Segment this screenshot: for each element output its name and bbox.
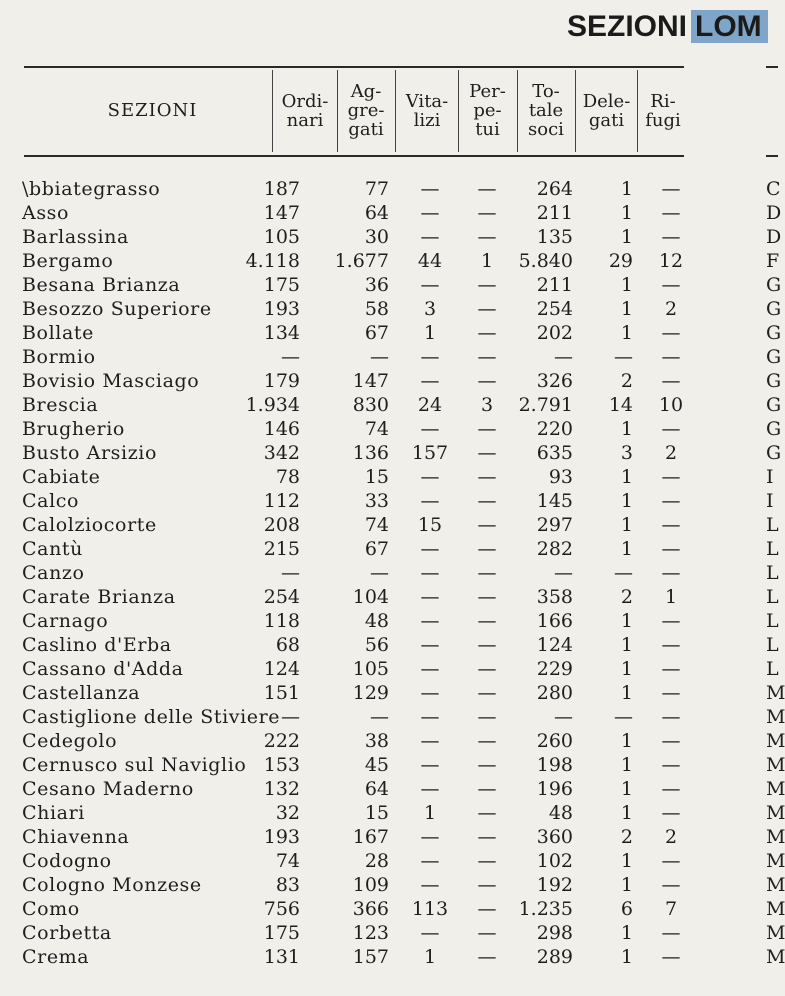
table-row: Cernusco sul Naviglio 153 45 — — 198 1 — M (22, 754, 785, 776)
col-header-ordinari: Ordi- nari (281, 91, 329, 131)
table-row: Chiavenna 193 167 — — 360 2 2 M (22, 826, 785, 848)
table-row: Asso 147 64 — — 211 1 — D (22, 202, 782, 224)
col-header-sezioni: SEZIONI (107, 100, 198, 121)
col-sep (272, 70, 273, 152)
table-row: Castiglione delle Stiviere — — — — — — — M (22, 706, 785, 728)
table-row: Cabiate 78 15 — — 93 1 — I (22, 466, 774, 488)
table-row: Brugherio 146 74 — — 220 1 — G (22, 418, 782, 440)
table-row: Castellanza 151 129 — — 280 1 — M (22, 682, 785, 704)
table-row: Crema 131 157 1 — 289 1 — M (22, 946, 785, 968)
table-row: Carate Brianza 254 104 — — 358 2 1 L (22, 586, 779, 608)
col-header-aggregati: Ag- gre- gati (347, 81, 385, 140)
table-row: Brescia 1.934 830 24 3 2.791 14 10 G (22, 394, 782, 416)
col-header-vitalizi: Vita- lizi (405, 91, 449, 131)
table-row: Cantù 215 67 — — 282 1 — L (22, 538, 779, 560)
header-bottom-rule-right (766, 155, 778, 157)
table-row: Codogno 74 28 — — 102 1 — M (22, 850, 785, 872)
title-main: SEZIONI (567, 10, 688, 43)
top-rule-right (766, 66, 778, 68)
table-row: Cologno Monzese 83 109 — — 192 1 — M (22, 874, 785, 896)
table-row: Busto Arsizio 342 136 157 — 635 3 2 G (22, 442, 782, 464)
header-bottom-rule (24, 155, 684, 157)
table-row: Cassano d'Adda 124 105 — — 229 1 — L (22, 658, 779, 680)
col-header-delegati: Dele- gati (582, 91, 631, 131)
table-row: Calolziocorte 208 74 15 — 297 1 — L (22, 514, 779, 536)
table-row: Canzo — — — — — — — L (22, 562, 779, 584)
title-highlight: LOM (691, 10, 768, 43)
table-row: Calco 112 33 — — 145 1 — I (22, 490, 774, 512)
table-row: Corbetta 175 123 — — 298 1 — M (22, 922, 785, 944)
table-row: Cesano Maderno 132 64 — — 196 1 — M (22, 778, 785, 800)
table-row: Besozzo Superiore 193 58 3 — 254 1 2 G (22, 298, 782, 320)
table-row: Bovisio Masciago 179 147 — — 326 2 — G (22, 370, 782, 392)
table-row: Besana Brianza 175 36 — — 211 1 — G (22, 274, 782, 296)
table-row: Barlassina 105 30 — — 135 1 — D (22, 226, 782, 248)
table-row: \bbiategrasso 187 77 — — 264 1 — C (22, 178, 781, 200)
table-row: Bormio — — — — — — — G (22, 346, 782, 368)
table-row: Cedegolo 222 38 — — 260 1 — M (22, 730, 785, 752)
page-title (567, 10, 768, 44)
table-row: Caslino d'Erba 68 56 — — 124 1 — L (22, 634, 779, 656)
table-row: Bergamo 4.118 1.677 44 1 5.840 29 12 F (22, 250, 780, 272)
table-row: Bollate 134 67 1 — 202 1 — G (22, 322, 782, 344)
col-header-totale: To- tale soci (528, 81, 564, 140)
table-row: Como 756 366 113 — 1.235 6 7 M (22, 898, 785, 920)
table-row: Carnago 118 48 — — 166 1 — L (22, 610, 779, 632)
col-header-rifugi: Ri- fugi (645, 91, 681, 131)
top-rule (24, 66, 684, 68)
col-header-perpetui: Per- pe- tui (469, 81, 506, 140)
table-row: Chiari 32 15 1 — 48 1 — M (22, 802, 785, 824)
